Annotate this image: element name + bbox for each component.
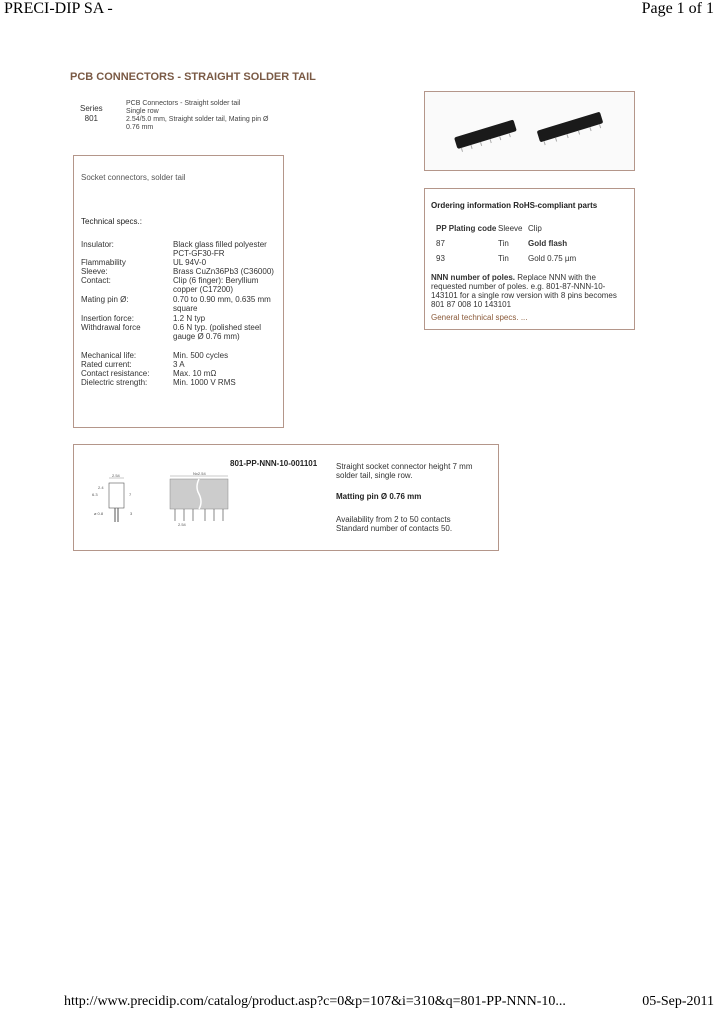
spec-value: 3 A — [173, 360, 185, 369]
specs-subtitle: Socket connectors, solder tail — [81, 173, 186, 182]
dim-pitch: 2.54 — [178, 522, 186, 527]
spec-value: 1.2 N typ — [173, 314, 206, 323]
availability-range: Availability from 2 to 50 contacts — [336, 515, 451, 524]
spec-label: Rated current: — [81, 360, 132, 369]
dim-width: 2.54 — [112, 473, 120, 478]
plating-table — [436, 224, 576, 269]
col-header: Sleeve — [498, 224, 523, 233]
note-text: Replace NNN with the requested number of poles. e.g. 801-87-NNN-10-143101 for a single row version with 8 pins becomes 801 87 008 10 143101 — [431, 273, 617, 309]
specs-panel — [73, 155, 284, 428]
series-desc-line: PCB Connectors - Straight solder tail — [126, 100, 241, 107]
spec-value: UL 94V-0 — [173, 258, 207, 267]
dim-h3: 7 — [129, 492, 132, 497]
spec-label: Insertion force: — [81, 314, 134, 323]
spec-value: Black glass filled polyester PCT-GF30-FR — [173, 240, 267, 258]
spec-label: Sleeve: — [81, 267, 108, 276]
header-left: PRECI-DIP SA - — [4, 0, 113, 17]
dim-tail: 3 — [130, 511, 133, 516]
spec-label: Dielectric strength: — [81, 378, 148, 387]
part-number: 801-PP-NNN-10-001101 — [230, 459, 318, 468]
general-specs-link[interactable]: General technical specs. ... — [431, 313, 528, 322]
series-number: 801 — [84, 114, 99, 123]
spec-label: Contact resistance: — [81, 369, 150, 378]
dim-length: Nx2.54 — [193, 471, 206, 476]
page-title: PCB CONNECTORS - STRAIGHT SOLDER TAIL — [70, 71, 316, 83]
cell: Gold 0.75 µm — [528, 254, 577, 263]
ordering-panel — [424, 188, 635, 330]
spec-value: Clip (6 finger): Beryllium copper (C17200) — [173, 276, 259, 294]
specs-heading: Technical specs.: — [81, 217, 142, 226]
footer-date: 05-Sep-2011 — [642, 994, 714, 1009]
spec-label: Mating pin Ø: — [81, 295, 129, 304]
mating-pin: Matting pin Ø 0.76 mm — [336, 492, 422, 501]
table-row — [436, 254, 576, 269]
col-header: Clip — [528, 224, 542, 233]
series-desc-line: 2.54/5.0 mm, Straight solder tail, Mating pin Ø 0.76 mm — [126, 116, 269, 131]
dim-pin: ø 0.8 — [94, 511, 104, 516]
cell: Tin — [498, 254, 509, 263]
cell: Gold flash — [528, 239, 568, 248]
spec-label: Flammability — [81, 258, 126, 267]
spec-label: Insulator: — [81, 240, 114, 249]
dim-h1: 2.4 — [98, 485, 104, 490]
spec-value: Brass CuZn36Pb3 (C36000) — [173, 267, 274, 276]
dim-h2: 6.3 — [92, 492, 98, 497]
series-label-text: Series — [80, 104, 103, 113]
drawing-panel — [73, 444, 499, 551]
series-desc-line: Single row — [126, 108, 159, 115]
standard-contacts: Standard number of contacts 50. — [336, 524, 453, 533]
ordering-note — [431, 273, 631, 309]
cell: 93 — [436, 254, 445, 263]
connector-photo-image — [425, 92, 634, 170]
spec-label: Mechanical life: — [81, 351, 137, 360]
spec-value: 0.6 N typ. (polished steel gauge Ø 0.76 mm) — [173, 323, 262, 341]
series-label — [80, 104, 103, 124]
drawing-description: Straight socket connector height 7 mm solder tail, single row. — [336, 462, 473, 480]
spec-label: Withdrawal force — [81, 323, 141, 332]
spec-value: Max. 10 mΩ — [173, 369, 217, 378]
col-header: PP Plating code — [436, 224, 497, 233]
note-bold: NNN number of poles. — [431, 273, 516, 282]
spec-value: Min. 1000 V RMS — [173, 378, 236, 387]
cell: 87 — [436, 239, 445, 248]
spec-value: 0.70 to 0.90 mm, 0.635 mm square — [173, 295, 271, 313]
ordering-title: Ordering information RoHS-compliant parts — [431, 201, 598, 210]
availability — [336, 515, 452, 533]
product-photo — [424, 91, 635, 171]
spec-label: Contact: — [81, 276, 111, 285]
footer-url: http://www.precidip.com/catalog/product.asp?c=0&p=107&i=310&q=801-PP-NNN-10... — [64, 994, 566, 1009]
spec-value: Min. 500 cycles — [173, 351, 229, 360]
cell: Tin — [498, 239, 509, 248]
series-description — [126, 100, 276, 132]
page-number: Page 1 of 1 — [641, 0, 714, 17]
table-row — [436, 239, 576, 254]
